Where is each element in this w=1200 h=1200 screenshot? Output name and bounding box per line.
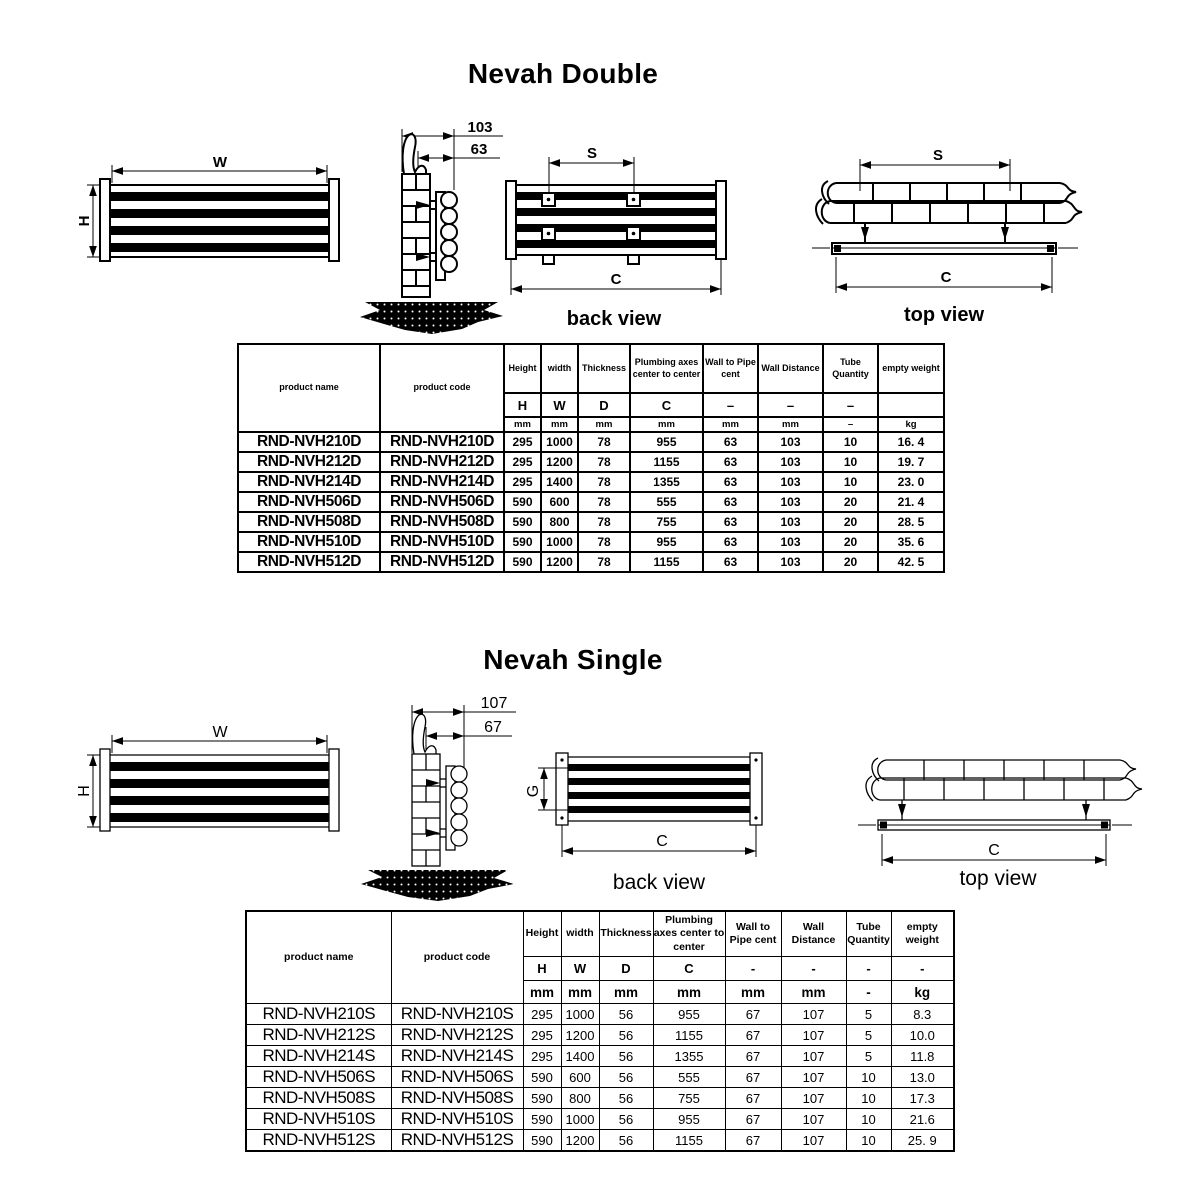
width-cell: 1000 — [561, 1109, 599, 1130]
product-code-cell: RND-NVH506S — [391, 1067, 523, 1088]
column-name-header: Plumbing axes center to center — [630, 344, 703, 393]
top-view-caption: top view — [903, 304, 985, 326]
g-dimension-label: G — [525, 784, 542, 798]
wall-distance-cell: 103 — [758, 512, 823, 532]
empty-weight-cell: 11.8 — [891, 1046, 954, 1067]
plumbing-axes-cell: 1155 — [653, 1025, 725, 1046]
plumbing-axes-cell: 955 — [653, 1109, 725, 1130]
product-row — [238, 532, 944, 552]
wall-to-pipe-cell: 63 — [703, 512, 758, 532]
thickness-cell: 56 — [599, 1004, 653, 1025]
double-top-view-drawing — [798, 143, 1090, 328]
plumbing-axes-cell: 955 — [653, 1004, 725, 1025]
tube-quantity-cell: 10 — [846, 1067, 891, 1088]
empty-weight-cell: 28. 5 — [878, 512, 944, 532]
header-names-row — [246, 911, 954, 957]
column-name-header: Plumbing axes center to center — [653, 911, 725, 957]
thickness-cell: 56 — [599, 1025, 653, 1046]
plumbing-axes-cell: 955 — [630, 432, 703, 452]
column-name-header: Thickness — [578, 344, 630, 393]
tube-quantity-cell: 20 — [823, 512, 878, 532]
width-cell: 800 — [561, 1088, 599, 1109]
empty-weight-cell: 23. 0 — [878, 472, 944, 492]
wall-distance-cell: 103 — [758, 452, 823, 472]
product-code-header: product code — [391, 911, 523, 1004]
wall-distance-cell: 103 — [758, 432, 823, 452]
c-dimension-label: C — [988, 842, 1000, 859]
product-row — [238, 452, 944, 472]
wall-distance-cell: 103 — [758, 472, 823, 492]
product-code-cell: RND-NVH212D — [380, 452, 504, 472]
tube-quantity-cell: 5 — [846, 1046, 891, 1067]
tube-quantity-cell: 10 — [846, 1088, 891, 1109]
height-cell: 590 — [523, 1067, 561, 1088]
single-side-view-drawing — [356, 692, 521, 907]
empty-weight-cell: 35. 6 — [878, 532, 944, 552]
w-dimension-label: W — [212, 724, 228, 741]
product-code-header: product code — [380, 344, 504, 432]
thickness-cell: 78 — [578, 492, 630, 512]
product-row — [246, 1109, 954, 1130]
column-symbol-header: - — [891, 957, 954, 981]
empty-weight-cell: 25. 9 — [891, 1130, 954, 1152]
height-cell: 590 — [504, 492, 541, 512]
column-unit-header: mm — [578, 417, 630, 432]
product-row — [246, 1004, 954, 1025]
wall-to-pipe-cell: 67 — [725, 1130, 781, 1152]
column-name-header: empty weight — [891, 911, 954, 957]
wall-to-pipe-cell: 67 — [725, 1109, 781, 1130]
product-name-cell: RND-NVH212S — [246, 1025, 391, 1046]
product-name-cell: RND-NVH212D — [238, 452, 380, 472]
product-name-cell: RND-NVH512D — [238, 552, 380, 572]
column-symbol-header: - — [781, 957, 846, 981]
plumbing-axes-cell: 555 — [630, 492, 703, 512]
tube-quantity-cell: 10 — [846, 1130, 891, 1152]
product-name-cell: RND-NVH210D — [238, 432, 380, 452]
height-cell: 590 — [523, 1130, 561, 1152]
column-symbol-header: C — [653, 957, 725, 981]
thickness-cell: 56 — [599, 1130, 653, 1152]
plumbing-axes-cell: 1155 — [653, 1130, 725, 1152]
product-name-cell: RND-NVH214S — [246, 1046, 391, 1067]
column-unit-header: mm — [504, 417, 541, 432]
product-name-cell: RND-NVH508S — [246, 1088, 391, 1109]
column-unit-header: kg — [878, 417, 944, 432]
plumbing-axes-cell: 955 — [630, 532, 703, 552]
product-row — [246, 1130, 954, 1152]
width-cell: 1200 — [561, 1025, 599, 1046]
product-row — [238, 492, 944, 512]
column-symbol-header: W — [561, 957, 599, 981]
column-symbol-header: D — [599, 957, 653, 981]
wall-to-pipe-cell: 63 — [703, 452, 758, 472]
double-side-view-drawing — [360, 112, 505, 337]
wall-to-pipe-cell: 67 — [725, 1088, 781, 1109]
column-name-header: Thickness — [599, 911, 653, 957]
column-unit-header: mm — [653, 981, 725, 1004]
wall-to-pipe-cell: 63 — [703, 432, 758, 452]
tube-quantity-cell: 10 — [823, 432, 878, 452]
thickness-cell: 78 — [578, 532, 630, 552]
thickness-cell: 56 — [599, 1046, 653, 1067]
empty-weight-cell: 8.3 — [891, 1004, 954, 1025]
product-code-cell: RND-NVH214S — [391, 1046, 523, 1067]
product-row — [238, 432, 944, 452]
wall-distance-cell: 107 — [781, 1067, 846, 1088]
height-cell: 295 — [504, 452, 541, 472]
double-spec-table — [237, 343, 945, 573]
column-unit-header: mm — [703, 417, 758, 432]
width-cell: 600 — [561, 1067, 599, 1088]
tube-quantity-cell: 10 — [823, 472, 878, 492]
product-row — [246, 1067, 954, 1088]
product-row — [246, 1088, 954, 1109]
wall-distance-cell: 103 — [758, 492, 823, 512]
wall-to-pipe-cell: 67 — [725, 1046, 781, 1067]
wall-to-pipe-cell: 67 — [725, 1004, 781, 1025]
column-name-header: width — [561, 911, 599, 957]
column-unit-header: mm — [630, 417, 703, 432]
product-code-cell: RND-NVH506D — [380, 492, 504, 512]
column-unit-header: - — [846, 981, 891, 1004]
back-view-caption: back view — [612, 871, 706, 894]
single-top-view-drawing — [840, 748, 1152, 888]
thickness-cell: 78 — [578, 472, 630, 492]
column-name-header: Height — [523, 911, 561, 957]
width-cell: 600 — [541, 492, 578, 512]
product-code-cell: RND-NVH508S — [391, 1088, 523, 1109]
double-back-view-drawing — [492, 143, 740, 333]
h-dimension-label: H — [76, 215, 93, 227]
empty-weight-cell: 42. 5 — [878, 552, 944, 572]
single-front-view-drawing — [76, 724, 347, 835]
column-unit-header: mm — [561, 981, 599, 1004]
column-name-header: Wall to Pipe cent — [725, 911, 781, 957]
product-code-cell: RND-NVH512D — [380, 552, 504, 572]
w-dimension-label: W — [212, 154, 228, 171]
h-dimension-label: H — [76, 785, 93, 797]
height-cell: 295 — [523, 1025, 561, 1046]
column-name-header: Wall to Pipe cent — [703, 344, 758, 393]
product-code-cell: RND-NVH512S — [391, 1130, 523, 1152]
s-dimension-label: S — [586, 145, 598, 162]
column-symbol-header: – — [758, 393, 823, 417]
empty-weight-cell: 19. 7 — [878, 452, 944, 472]
column-unit-header: mm — [725, 981, 781, 1004]
double-section-title: Nevah Double — [467, 58, 659, 89]
width-cell: 1200 — [561, 1130, 599, 1152]
thickness-cell: 78 — [578, 512, 630, 532]
column-symbol-header: C — [630, 393, 703, 417]
height-cell: 295 — [504, 472, 541, 492]
product-name-header: product name — [238, 344, 380, 432]
wall-to-pipe-cell: 63 — [703, 472, 758, 492]
wall-to-pipe-cell: 63 — [703, 532, 758, 552]
height-cell: 590 — [523, 1109, 561, 1130]
product-row — [246, 1046, 954, 1067]
wall-to-pipe-cell: 63 — [703, 552, 758, 572]
column-symbol-header: - — [725, 957, 781, 981]
wall-distance-cell: 107 — [781, 1046, 846, 1067]
column-name-header: empty weight — [878, 344, 944, 393]
plumbing-axes-cell: 755 — [630, 512, 703, 532]
wall-distance-dimension-label: 103 — [467, 119, 493, 136]
plumbing-axes-cell: 555 — [653, 1067, 725, 1088]
thickness-cell: 56 — [599, 1109, 653, 1130]
plumbing-axes-cell: 1355 — [653, 1046, 725, 1067]
product-name-header: product name — [246, 911, 391, 1004]
plumbing-axes-cell: 1155 — [630, 552, 703, 572]
c-dimension-label: C — [610, 271, 622, 288]
product-name-cell: RND-NVH510D — [238, 532, 380, 552]
thickness-cell: 56 — [599, 1067, 653, 1088]
wall-distance-cell: 103 — [758, 552, 823, 572]
top-view-caption: top view — [959, 867, 1037, 890]
product-row — [246, 1025, 954, 1046]
column-unit-header: – — [823, 417, 878, 432]
thickness-cell: 78 — [578, 552, 630, 572]
tube-quantity-cell: 10 — [823, 452, 878, 472]
wall-to-pipe-dimension-label: 63 — [470, 141, 488, 158]
column-name-header: Height — [504, 344, 541, 393]
product-code-cell: RND-NVH212S — [391, 1025, 523, 1046]
product-name-cell: RND-NVH210S — [246, 1004, 391, 1025]
width-cell: 1000 — [541, 432, 578, 452]
wall-distance-cell: 107 — [781, 1088, 846, 1109]
height-cell: 590 — [504, 552, 541, 572]
product-name-cell: RND-NVH506S — [246, 1067, 391, 1088]
column-name-header: Tube Quantity — [823, 344, 878, 393]
empty-weight-cell: 10.0 — [891, 1025, 954, 1046]
column-name-header: width — [541, 344, 578, 393]
product-name-cell: RND-NVH510S — [246, 1109, 391, 1130]
thickness-cell: 78 — [578, 432, 630, 452]
tube-quantity-cell: 5 — [846, 1025, 891, 1046]
back-view-caption: back view — [566, 308, 662, 330]
tube-quantity-cell: 20 — [823, 492, 878, 512]
width-cell: 1000 — [541, 532, 578, 552]
product-code-cell: RND-NVH214D — [380, 472, 504, 492]
product-name-cell: RND-NVH506D — [238, 492, 380, 512]
wall-to-pipe-cell: 67 — [725, 1025, 781, 1046]
product-name-cell: RND-NVH512S — [246, 1130, 391, 1152]
tube-quantity-cell: 5 — [846, 1004, 891, 1025]
single-spec-table — [245, 910, 955, 1152]
plumbing-axes-cell: 1155 — [630, 452, 703, 472]
width-cell: 1200 — [541, 552, 578, 572]
column-symbol-header: - — [846, 957, 891, 981]
empty-weight-cell: 13.0 — [891, 1067, 954, 1088]
column-symbol-header: – — [823, 393, 878, 417]
column-unit-header: kg — [891, 981, 954, 1004]
column-symbol-header: W — [541, 393, 578, 417]
single-section-title: Nevah Single — [483, 644, 663, 675]
plumbing-axes-cell: 1355 — [630, 472, 703, 492]
tube-quantity-cell: 20 — [823, 552, 878, 572]
c-dimension-label: C — [656, 833, 668, 850]
width-cell: 800 — [541, 512, 578, 532]
product-row — [238, 472, 944, 492]
product-code-cell: RND-NVH210S — [391, 1004, 523, 1025]
column-name-header: Tube Quantity — [846, 911, 891, 957]
s-dimension-label: S — [932, 147, 944, 164]
product-code-cell: RND-NVH210D — [380, 432, 504, 452]
column-name-header: Wall Distance — [781, 911, 846, 957]
height-cell: 590 — [504, 532, 541, 552]
column-symbol-header — [878, 393, 944, 417]
wall-distance-cell: 107 — [781, 1025, 846, 1046]
product-name-cell: RND-NVH214D — [238, 472, 380, 492]
column-unit-header: mm — [523, 981, 561, 1004]
wall-distance-cell: 103 — [758, 532, 823, 552]
height-cell: 590 — [504, 512, 541, 532]
width-cell: 1400 — [541, 472, 578, 492]
column-unit-header: mm — [541, 417, 578, 432]
column-name-header: Wall Distance — [758, 344, 823, 393]
column-unit-header: mm — [758, 417, 823, 432]
product-code-cell: RND-NVH508D — [380, 512, 504, 532]
product-name-cell: RND-NVH508D — [238, 512, 380, 532]
thickness-cell: 56 — [599, 1088, 653, 1109]
width-cell: 1400 — [561, 1046, 599, 1067]
wall-distance-cell: 107 — [781, 1130, 846, 1152]
width-cell: 1000 — [561, 1004, 599, 1025]
height-cell: 590 — [523, 1088, 561, 1109]
wall-distance-cell: 107 — [781, 1004, 846, 1025]
column-unit-header: mm — [781, 981, 846, 1004]
height-cell: 295 — [504, 432, 541, 452]
empty-weight-cell: 21. 4 — [878, 492, 944, 512]
column-symbol-header: – — [703, 393, 758, 417]
height-cell: 295 — [523, 1004, 561, 1025]
wall-to-pipe-dimension-label: 67 — [484, 719, 502, 736]
empty-weight-cell: 16. 4 — [878, 432, 944, 452]
thickness-cell: 78 — [578, 452, 630, 472]
c-dimension-label: C — [940, 269, 952, 286]
product-row — [238, 512, 944, 532]
column-symbol-header: D — [578, 393, 630, 417]
single-back-view-drawing — [525, 745, 790, 900]
column-symbol-header: H — [504, 393, 541, 417]
wall-to-pipe-cell: 67 — [725, 1067, 781, 1088]
empty-weight-cell: 17.3 — [891, 1088, 954, 1109]
wall-distance-cell: 107 — [781, 1109, 846, 1130]
column-unit-header: mm — [599, 981, 653, 1004]
product-code-cell: RND-NVH510D — [380, 532, 504, 552]
plumbing-axes-cell: 755 — [653, 1088, 725, 1109]
wall-to-pipe-cell: 63 — [703, 492, 758, 512]
tube-quantity-cell: 20 — [823, 532, 878, 552]
header-names-row — [238, 344, 944, 393]
width-cell: 1200 — [541, 452, 578, 472]
column-symbol-header: H — [523, 957, 561, 981]
empty-weight-cell: 21.6 — [891, 1109, 954, 1130]
product-code-cell: RND-NVH510S — [391, 1109, 523, 1130]
wall-distance-dimension-label: 107 — [480, 695, 508, 712]
product-row — [238, 552, 944, 572]
double-front-view-drawing — [76, 154, 347, 265]
height-cell: 295 — [523, 1046, 561, 1067]
tube-quantity-cell: 10 — [846, 1109, 891, 1130]
